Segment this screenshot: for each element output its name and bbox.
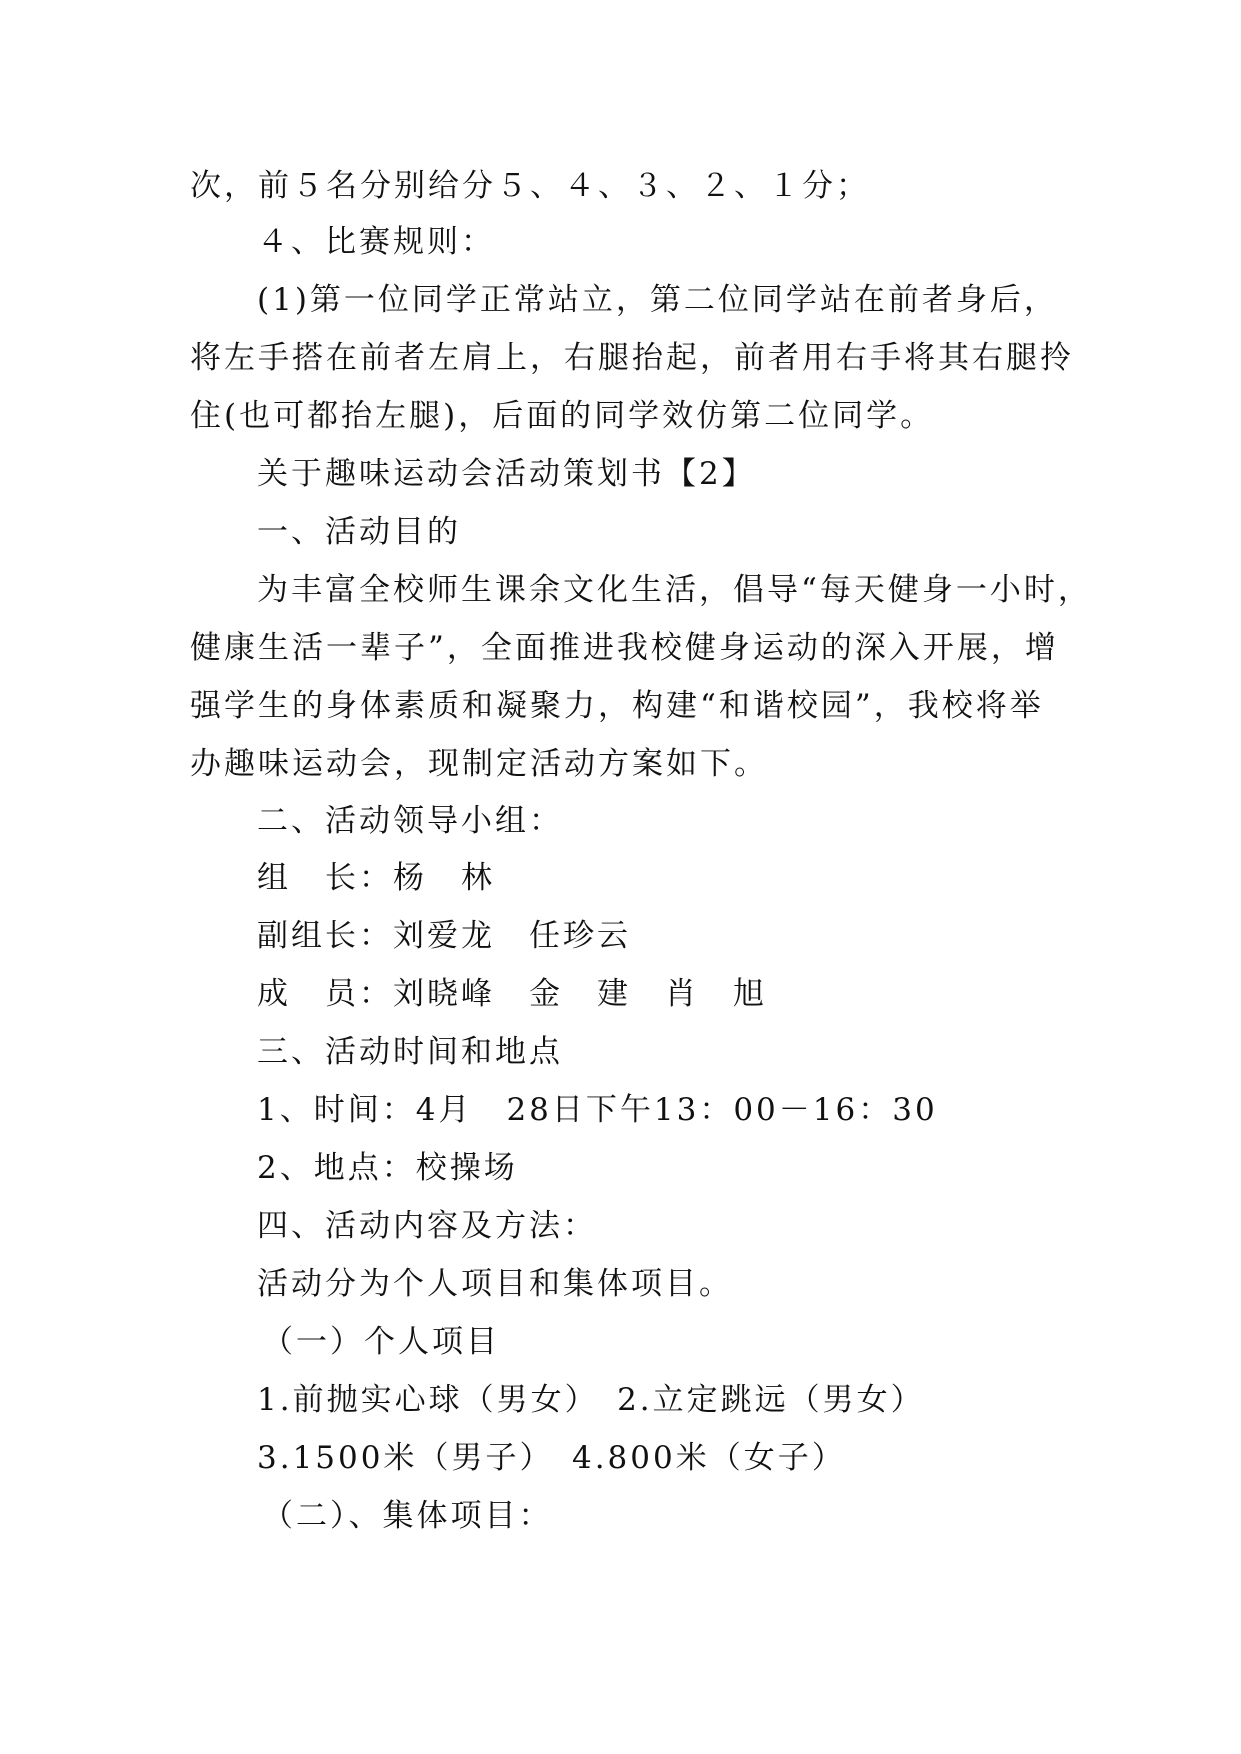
- text-line-1: 次，前５名分别给分５、４、３、２、１分；: [190, 168, 870, 204]
- heading-1: 一、活动目的: [257, 514, 461, 550]
- text-line-14: 副组长：刘爱龙 任珍云: [257, 918, 631, 954]
- heading-4: 四、活动内容及方法：: [257, 1208, 597, 1244]
- text-line-15: 成 员：刘晓峰 金 建 肖 旭: [257, 976, 767, 1012]
- heading-2: 二、活动领导小组：: [257, 803, 563, 839]
- text-line-3: (1)第一位同学正常站立，第二位同学站在前者身后，: [257, 282, 1058, 318]
- subheading-2: （二）、集体项目：: [262, 1498, 553, 1534]
- text-line-4: 将左手搭在前者左肩上，右腿抬起，前者用右手将其右腿拎: [190, 340, 1074, 376]
- text-line-13: 组 长：杨 林: [257, 860, 495, 896]
- text-line-2: ４、比赛规则：: [257, 224, 495, 260]
- heading-3: 三、活动时间和地点: [257, 1034, 563, 1070]
- section-title: 关于趣味运动会活动策划书【2】: [257, 456, 756, 492]
- text-line-18: 2、地点：校操场: [257, 1150, 518, 1186]
- text-line-10: 强学生的身体素质和凝聚力，构建“和谐校园”，我校将举: [190, 688, 1044, 724]
- text-line-17: 1、时间：4月 28日下午13：00－16：30: [257, 1092, 938, 1128]
- text-line-22: 1.前抛实心球（男女） 2.立定跳远（男女）: [257, 1382, 925, 1418]
- text-line-23: 3.1500米（男子） 4.800米（女子）: [257, 1440, 846, 1476]
- text-line-8: 为丰富全校师生课余文化生活，倡导“每天健身一小时，: [257, 572, 1092, 608]
- text-line-9: 健康生活一辈子”，全面推进我校健身运动的深入开展，增: [190, 630, 1059, 666]
- text-line-5: 住(也可都抬左腿)，后面的同学效仿第二位同学。: [190, 398, 935, 434]
- subheading-1: （一）个人项目: [262, 1324, 500, 1360]
- text-line-11: 办趣味运动会，现制定活动方案如下。: [190, 746, 768, 782]
- text-line-20: 活动分为个人项目和集体项目。: [257, 1266, 733, 1302]
